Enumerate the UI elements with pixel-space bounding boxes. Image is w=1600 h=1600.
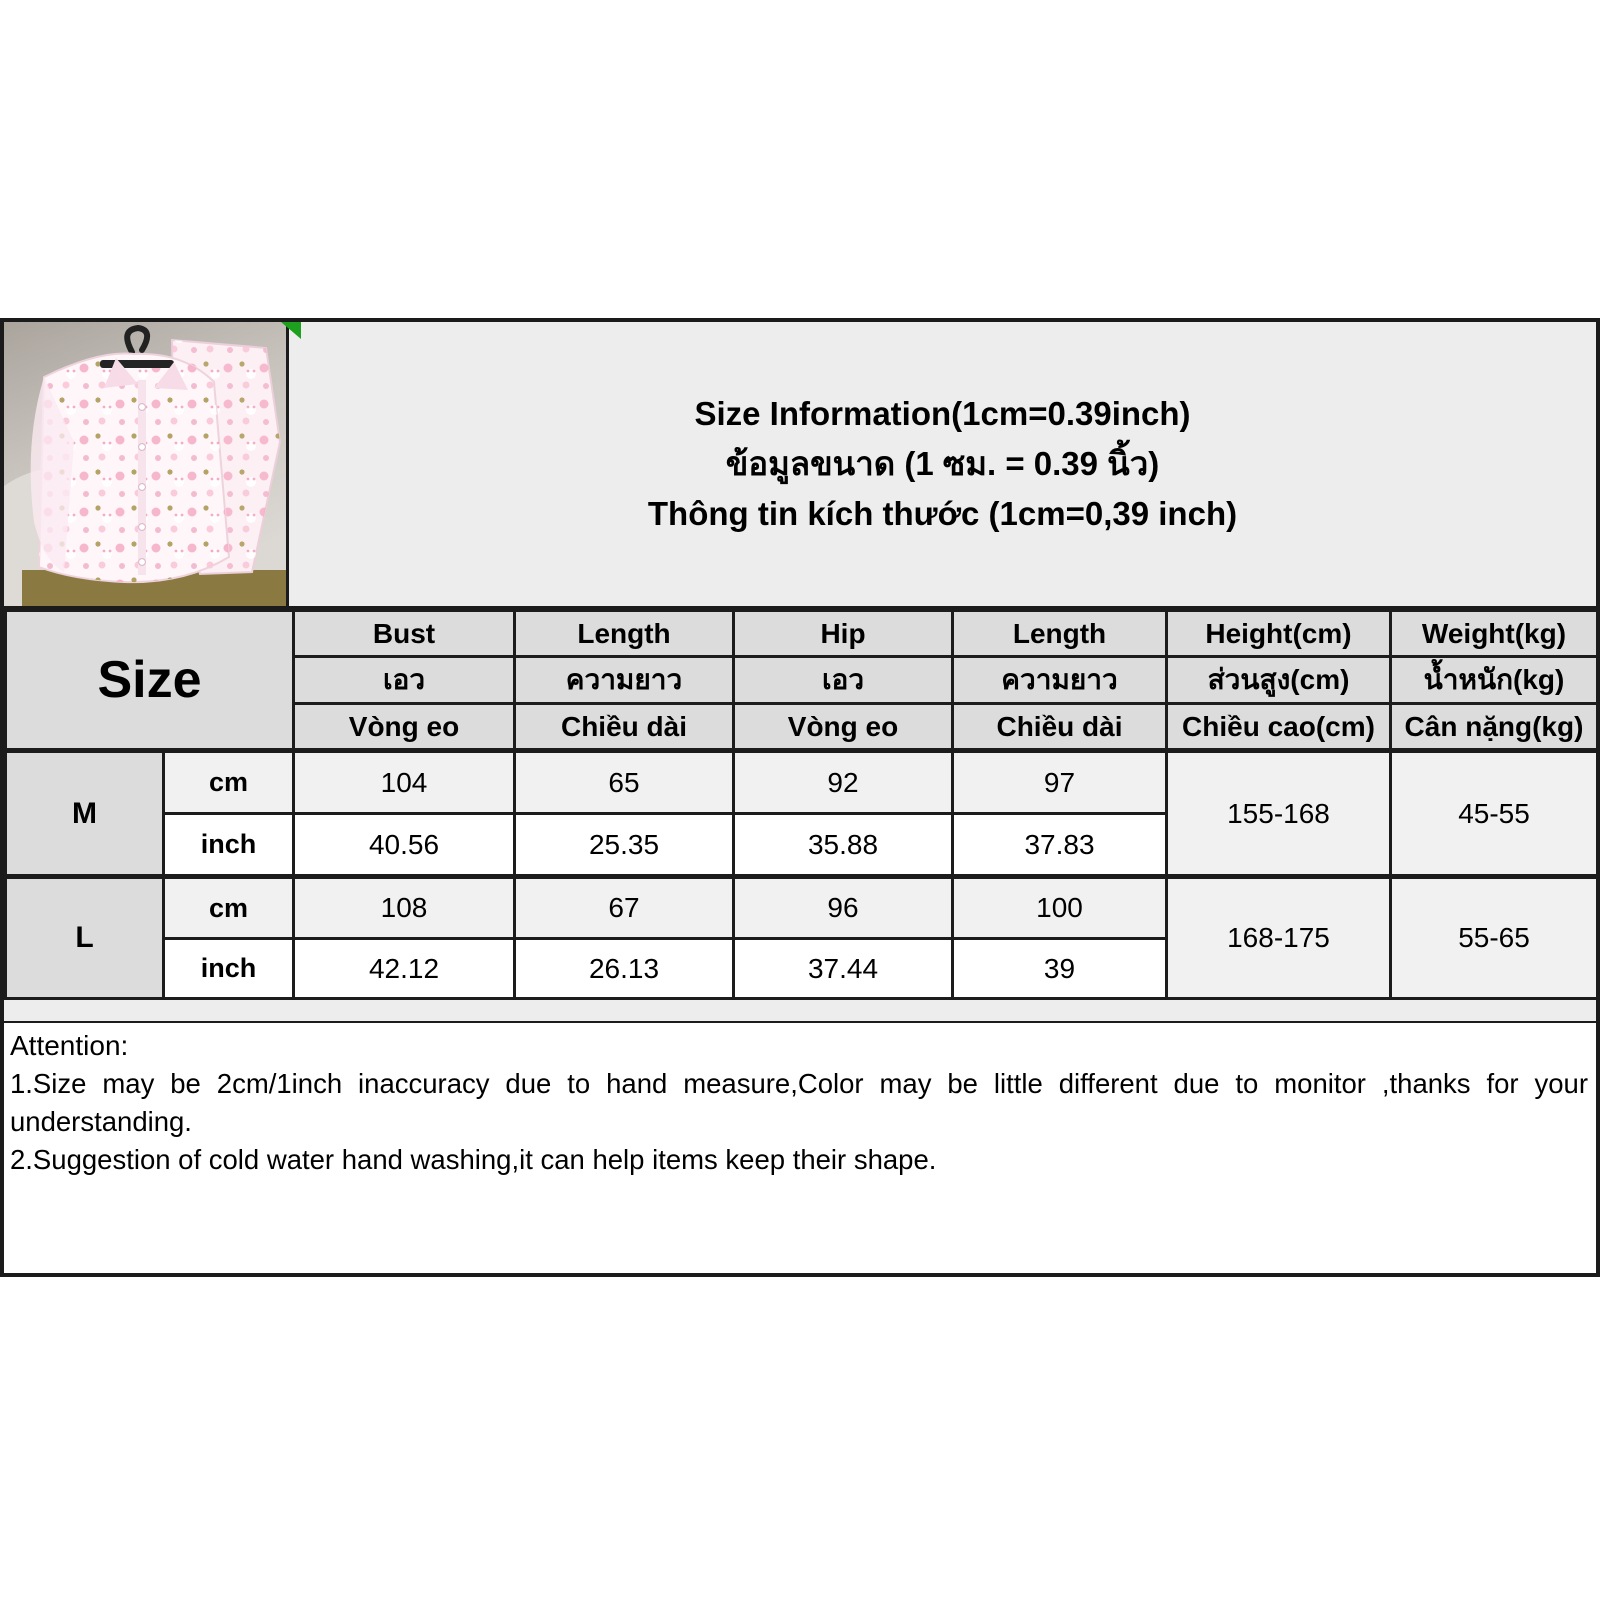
m-cm-bust: 104 [294,751,515,814]
col-header-length2-en: Length [953,611,1167,657]
l-inch-length2: 39 [953,939,1167,999]
table-row [6,751,1598,814]
l-inch-bust: 42.12 [294,939,515,999]
m-cm-length2: 97 [953,751,1167,814]
col-header-height-th: ส่วนสูง(cm) [1167,657,1391,704]
size-m-cell: M [6,751,164,877]
content-frame [0,318,1600,1277]
l-cm-bust: 108 [294,877,515,939]
col-header-weight-vi: Cân nặng(kg) [1391,704,1598,751]
l-cm-length: 67 [515,877,734,939]
size-table [4,609,1599,1000]
col-header-weight-en: Weight(kg) [1391,611,1598,657]
size-corner-cell: Size [6,611,294,751]
col-header-hip-en: Hip [734,611,953,657]
title-block [289,322,1596,606]
col-header-length-vi: Chiều dài [515,704,734,751]
l-inch-length: 26.13 [515,939,734,999]
title-vietnamese: Thông tin kích thước (1cm=0,39 inch) [647,495,1238,532]
attention-note-1: 1.Size may be 2cm/1inch inaccuracy due to hand measure,Color may be little different due to monitor ,thanks for your understanding. [10,1068,1588,1137]
table-row [6,877,1598,939]
col-header-height-en: Height(cm) [1167,611,1391,657]
col-header-length2-th: ความยาว [953,657,1167,704]
product-photo [4,322,289,606]
l-weight-range: 55-65 [1391,877,1598,999]
m-cm-length: 65 [515,751,734,814]
m-inch-hip: 35.88 [734,814,953,877]
unit-inch-cell: inch [164,939,294,999]
col-header-height-vi: Chiều cao(cm) [1167,704,1391,751]
m-height-range: 155-168 [1167,751,1391,877]
header-band [4,322,1596,609]
col-header-bust-th: เอว [294,657,515,704]
unit-cm-cell: cm [164,751,294,814]
l-height-range: 168-175 [1167,877,1391,999]
m-inch-length: 25.35 [515,814,734,877]
title-english: Size Information(1cm=0.39inch) [694,395,1191,432]
unit-inch-cell: inch [164,814,294,877]
col-header-hip-th: เอว [734,657,953,704]
col-header-hip-vi: Vòng eo [734,704,953,751]
size-l-cell: L [6,877,164,999]
col-header-bust-en: Bust [294,611,515,657]
attention-note-2: 2.Suggestion of cold water hand washing,it can help items keep their shape. [10,1144,937,1175]
attention-heading: Attention: [10,1030,129,1061]
title-thai: ข้อมูลขนาด (1 ซม. = 0.39 นิ้ว) [725,445,1160,482]
pajama-illustration [4,322,286,606]
m-inch-length2: 37.83 [953,814,1167,877]
unit-cm-cell: cm [164,877,294,939]
l-cm-length2: 100 [953,877,1167,939]
col-header-bust-vi: Vòng eo [294,704,515,751]
attention-box [4,1021,1596,1273]
col-header-length-th: ความยาว [515,657,734,704]
m-inch-bust: 40.56 [294,814,515,877]
m-cm-hip: 92 [734,751,953,814]
m-weight-range: 45-55 [1391,751,1598,877]
col-header-length2-vi: Chiều dài [953,704,1167,751]
col-header-weight-th: น้ำหนัก(kg) [1391,657,1598,704]
col-header-length-en: Length [515,611,734,657]
l-cm-hip: 96 [734,877,953,939]
l-inch-hip: 37.44 [734,939,953,999]
